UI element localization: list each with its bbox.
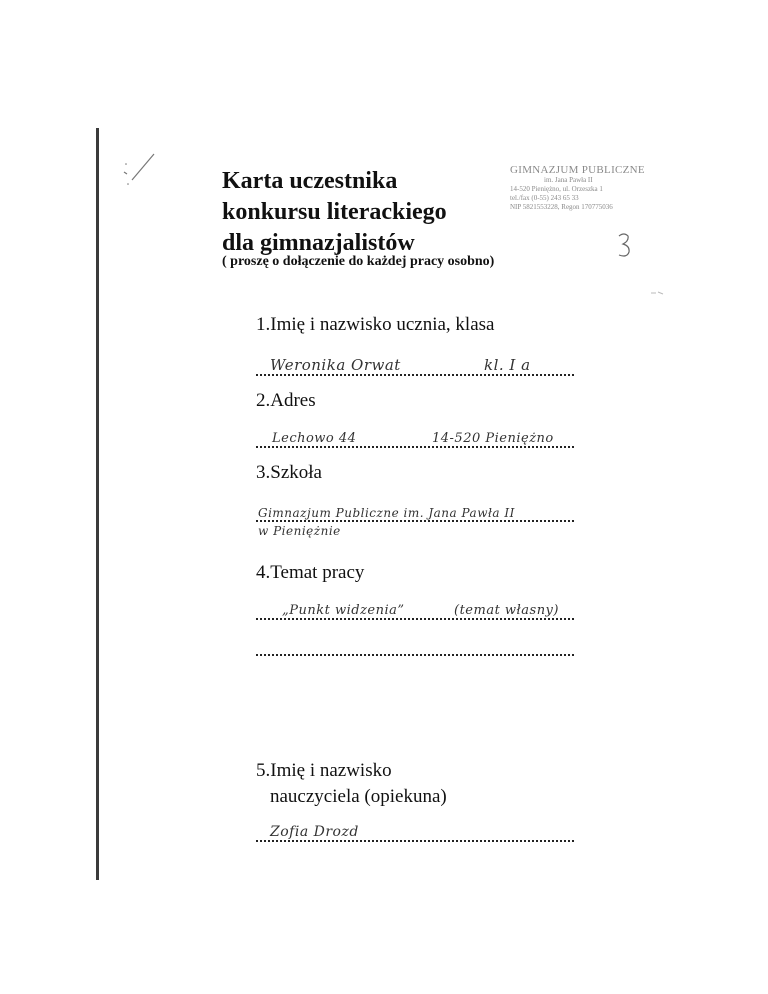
scan-speck [650,290,664,296]
stamp-line-5: NIP 5821553228, Regon 170775036 [510,203,613,211]
field-3-line-2[interactable] [256,516,574,544]
school-town-handwritten: w Pieniężnie [258,524,341,538]
field-3-label: 3.Szkoła [256,462,322,483]
address-street-handwritten: Lechowo 44 [272,431,357,446]
stamp-name: GIMNAZJUM PUBLICZNE [510,164,645,176]
pencil-check-mark [118,150,158,190]
field-2-line[interactable] [256,422,574,452]
field-2-label: 2.Adres [256,390,316,411]
dotted-line [256,446,574,448]
school-stamp [510,164,650,224]
dotted-line [256,840,574,842]
stamp-line-2: im. Jana Pawła II [544,176,593,184]
field-4-label: 4.Temat pracy [256,562,365,583]
field-5-label-line-2: nauczyciela (opiekuna) [270,786,447,807]
field-1-label: 1.Imię i nazwisko ucznia, klasa [256,314,495,335]
handwritten-page-number [616,232,632,260]
field-4-line[interactable] [256,594,574,624]
form-subtitle: ( proszę o dołączenie do każdej pracy osobno) [222,254,495,269]
title-line-1: Karta uczestnika [222,168,398,194]
scan-edge-bar [96,128,99,880]
student-class-handwritten: kl. I a [484,356,531,374]
field-5-line[interactable] [256,816,574,846]
work-title-note-handwritten: (temat własny) [454,603,559,618]
dotted-line [256,654,574,656]
dotted-line [256,374,574,376]
address-city-handwritten: 14-520 Pieniężno [432,431,554,446]
title-line-3: dla gimnazjalistów [222,230,415,256]
teacher-name-handwritten: Zofia Drozd [270,824,359,840]
form-title [222,166,447,259]
dotted-line [256,618,574,620]
field-1-line[interactable] [256,350,574,380]
work-title-handwritten: „Punkt widzenia” [282,603,405,618]
stamp-line-3: 14-520 Pieniężno, ul. Orzeszka 1 [510,185,603,193]
school-name-handwritten: Gimnazjum Publiczne im. Jana Pawła II [258,506,515,520]
stamp-line-4: tel./fax (0-55) 243 65 33 [510,194,579,202]
student-name-handwritten: Weronika Orwat [270,356,401,374]
field-4-line-2[interactable] [256,630,574,660]
title-line-2: konkursu literackiego [222,199,447,225]
field-5-label-line-1: 5.Imię i nazwisko [256,760,392,781]
